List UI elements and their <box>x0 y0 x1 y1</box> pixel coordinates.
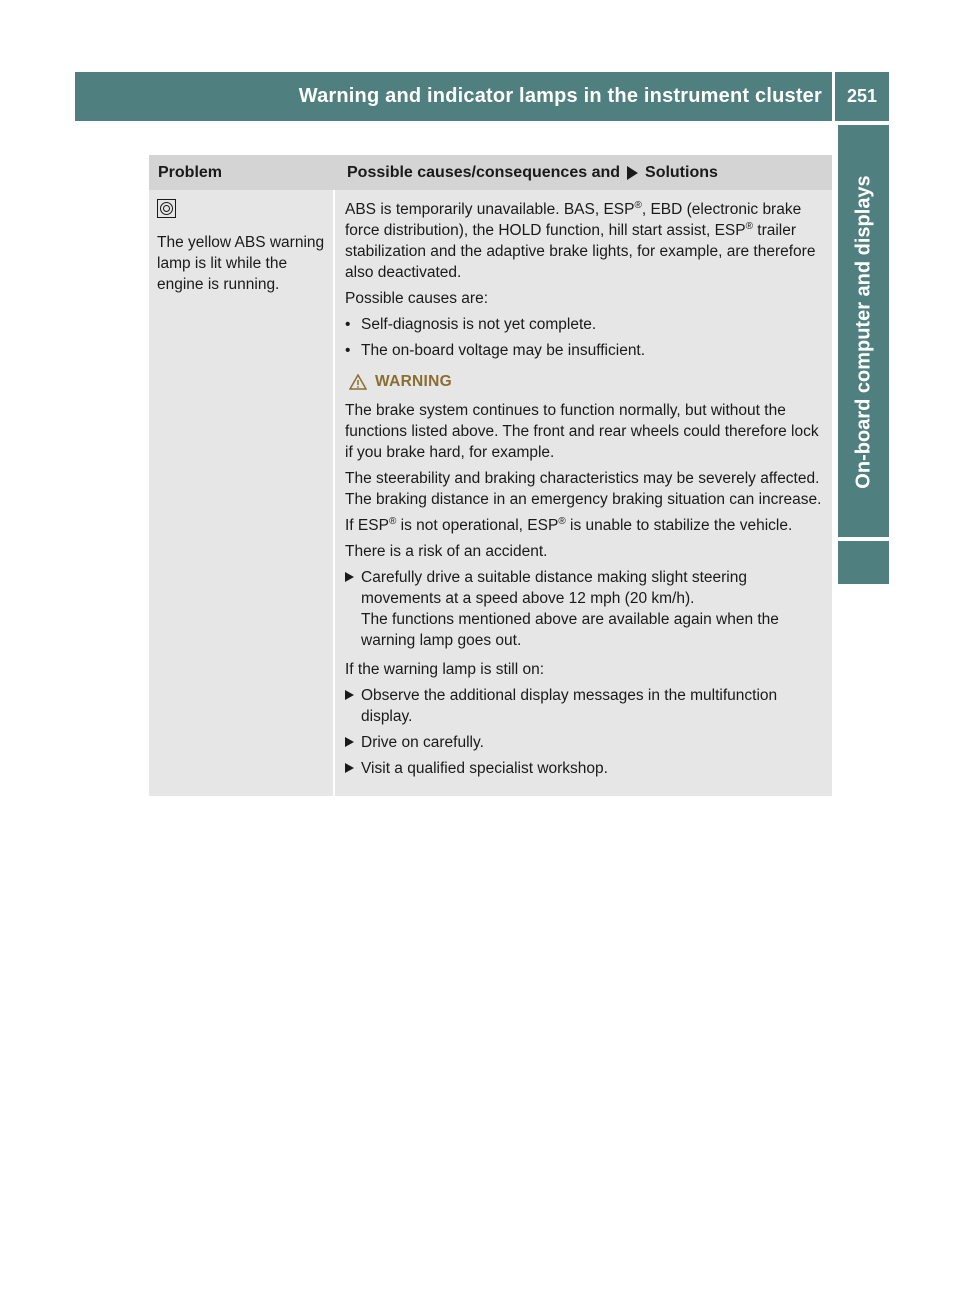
warning-text-3: If ESP® is not operational, ESP® is unable to stabilize the vehicle. <box>345 515 793 534</box>
still-on-text: If the warning lamp is still on: <box>345 661 545 678</box>
warning-text-2: The steerability and braking characteristics may be severely affected. The braking distance in an emergency braking situation can increase. <box>345 470 822 508</box>
step-arrow-icon <box>345 763 354 773</box>
warning-label: WARNING <box>375 373 453 390</box>
list-item: Observe the additional display messages in the multifunction display. <box>345 685 826 727</box>
page-number-box <box>835 72 889 121</box>
step-arrow-icon <box>345 572 354 582</box>
side-tab-label: On-board computer and displays <box>852 175 875 489</box>
side-tab-marker <box>838 541 889 584</box>
page-number: 251 <box>846 86 878 106</box>
warning-text-4: There is a risk of an accident. <box>345 543 548 560</box>
list-item: Drive on carefully. <box>345 732 826 753</box>
causes-intro: Possible causes are: <box>345 290 489 307</box>
step-arrow-icon <box>345 690 354 700</box>
solution-cell <box>335 190 832 796</box>
page-header <box>75 72 832 121</box>
problem-text: The yellow ABS warning lamp is lit while the engine is running. <box>157 234 325 293</box>
table-row <box>149 190 832 796</box>
header-problem: Problem <box>158 163 223 181</box>
problem-cell <box>149 190 335 796</box>
table-header <box>149 155 832 190</box>
arrow-right-icon <box>627 166 638 180</box>
list-item: • The on-board voltage may be insufficient. <box>345 342 646 359</box>
abs-unavailable-text: ABS is temporarily unavailable. BAS, ESP®, EBD (electronic brake force distribution), the HOLD function, hill start assist, ESP® trailer stabilization and the adaptive brake lights, for example, are therefore also deactivated. <box>345 199 816 281</box>
header-causes-label: Possible causes/consequences and <box>347 163 621 181</box>
list-item: Carefully drive a suitable distance making slight steering movements at a speed above 12 mph (20 km/h). The functions mentioned above are available again when the warning lamp goes out. <box>345 567 826 651</box>
list-item: • Self-diagnosis is not yet complete. <box>345 316 597 333</box>
page-title: Warning and indicator lamps in the instrument cluster <box>298 85 822 107</box>
warning-text-1: The brake system continues to function normally, but without the functions listed above. The front and rear wheels could therefore lock if you brake hard, for example. <box>345 402 819 461</box>
warning-heading <box>349 371 826 392</box>
warning-triangle-icon <box>349 374 367 390</box>
header-causes <box>337 155 832 190</box>
abs-warning-icon <box>157 199 176 218</box>
header-solutions-label: Solutions <box>645 163 718 181</box>
list-item: Visit a qualified specialist workshop. <box>345 758 826 779</box>
problem-table <box>149 155 832 796</box>
step-arrow-icon <box>345 737 354 747</box>
